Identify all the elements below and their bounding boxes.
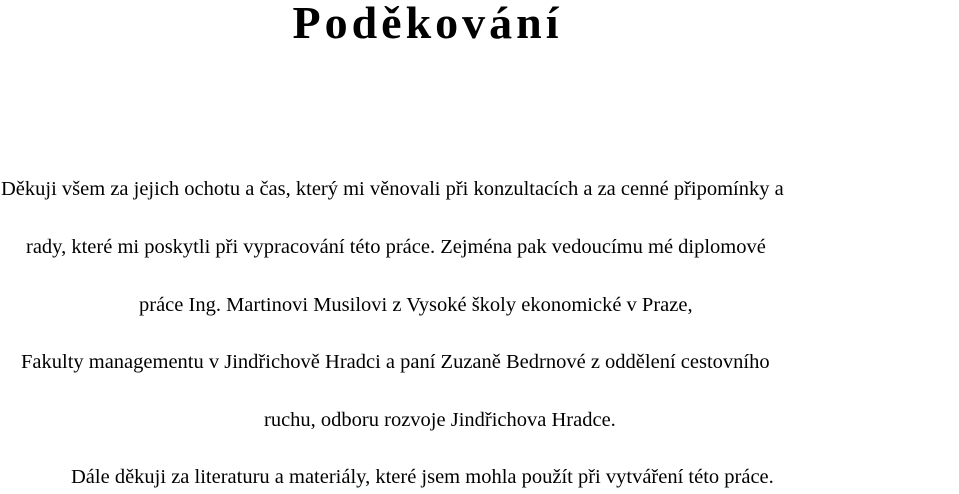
paragraph-line: rady, které mi poskytli při vypracování této práce. Zejména pak vedoucímu mé diplomové bbox=[26, 236, 766, 258]
page-title: Poděkování bbox=[292, 0, 563, 48]
paragraph-line: Fakulty managementu v Jindřichově Hradci a paní Zuzaně Bedrnové z oddělení cestovního bbox=[21, 351, 770, 373]
paragraph-line: ruchu, odboru rozvoje Jindřichova Hradce. bbox=[264, 409, 616, 431]
paragraph-line: Děkuji všem za jejich ochotu a čas, který mi věnovali při konzultacích a za cenné připomínky a bbox=[1, 178, 784, 200]
paragraph-line: Dále děkuji za literaturu a materiály, které jsem mohla použít při vytváření této práce. bbox=[71, 466, 774, 488]
paragraph-line: práce Ing. Martinovi Musilovi z Vysoké školy ekonomické v Praze, bbox=[139, 294, 693, 316]
